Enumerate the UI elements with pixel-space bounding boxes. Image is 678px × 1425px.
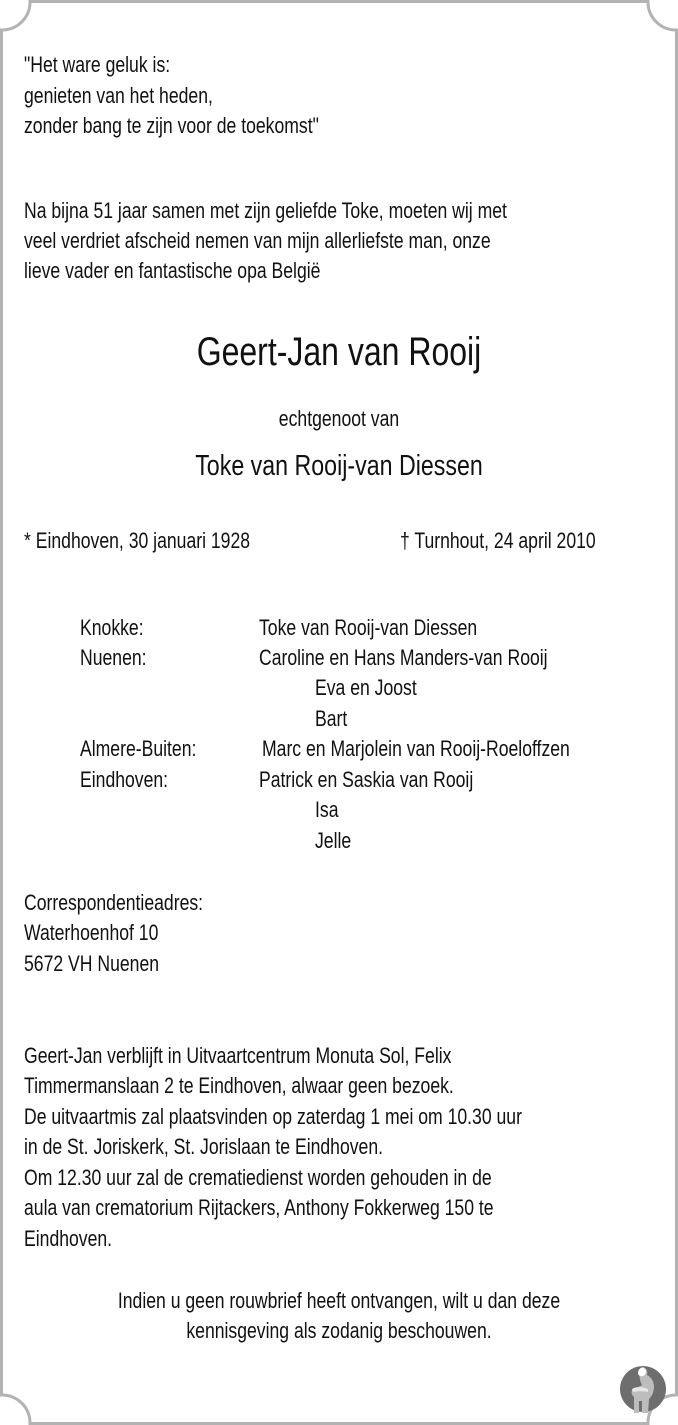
correspondence-city: 5672 VH Nuenen <box>24 951 160 976</box>
spouse-name: Toke van Rooij-van Diessen <box>195 450 483 482</box>
quote-line: "Het ware geluk is: <box>24 52 171 77</box>
family-member: Marc en Marjolein van Rooij-Roeloffzen <box>262 736 570 761</box>
quote-line: genieten van het heden, <box>24 83 213 108</box>
arrangements-line: Om 12.30 uur zal de crematiedienst worden gehouden in de <box>24 1165 492 1190</box>
arrangements-line: Timmermanslaan 2 te Eindhoven, alwaar geen bezoek. <box>24 1073 454 1098</box>
quote-line: zonder bang te zijn voor de toekomst" <box>24 113 319 138</box>
grandchild: Bart <box>315 706 348 731</box>
embracing-figures-icon <box>618 1363 668 1413</box>
intro-line: lieve vader en fantastische opa België <box>24 258 321 283</box>
intro-line: veel verdriet afscheid nemen van mijn allerliefste man, onze <box>24 228 491 253</box>
family-place: Almere-Buiten: <box>80 736 197 761</box>
relation-label: echtgenoot van <box>278 406 400 431</box>
arrangements-line: in de St. Joriskerk, St. Jorislaan te Eindhoven. <box>24 1134 384 1159</box>
arrangements-line: Eindhoven. <box>24 1226 113 1251</box>
deceased-name: Geert-Jan van Rooij <box>196 330 482 374</box>
correspondence-street: Waterhoenhof 10 <box>24 920 159 945</box>
family-place: Nuenen: <box>80 645 147 670</box>
arrangements-line: De uitvaartmis zal plaatsvinden op zaterdag 1 mei om 10.30 uur <box>24 1104 522 1129</box>
family-member: Toke van Rooij-van Diessen <box>259 615 478 640</box>
correspondence-label: Correspondentieadres: <box>24 890 204 915</box>
family-place: Eindhoven: <box>80 767 169 792</box>
family-place: Knokke: <box>80 615 144 640</box>
death-info: † Turnhout, 24 april 2010 <box>400 528 596 553</box>
family-member: Caroline en Hans Manders-van Rooij <box>259 645 548 670</box>
notice-line: Indien u geen rouwbrief heeft ontvangen, wilt u dan deze <box>117 1288 561 1313</box>
grandchild: Isa <box>315 797 339 822</box>
notice-line: kennisgeving als zodanig beschouwen. <box>186 1318 492 1343</box>
birth-info: * Eindhoven, 30 januari 1928 <box>24 528 251 553</box>
family-member: Patrick en Saskia van Rooij <box>259 767 474 792</box>
intro-line: Na bijna 51 jaar samen met zijn geliefde Toke, moeten wij met <box>24 198 507 223</box>
grandchild: Jelle <box>315 828 352 853</box>
arrangements-line: Geert-Jan verblijft in Uitvaartcentrum Monuta Sol, Felix <box>24 1043 452 1068</box>
grandchild: Eva en Joost <box>315 675 417 700</box>
arrangements-line: aula van crematorium Rijtackers, Anthony Fokkerweg 150 te <box>24 1195 494 1220</box>
